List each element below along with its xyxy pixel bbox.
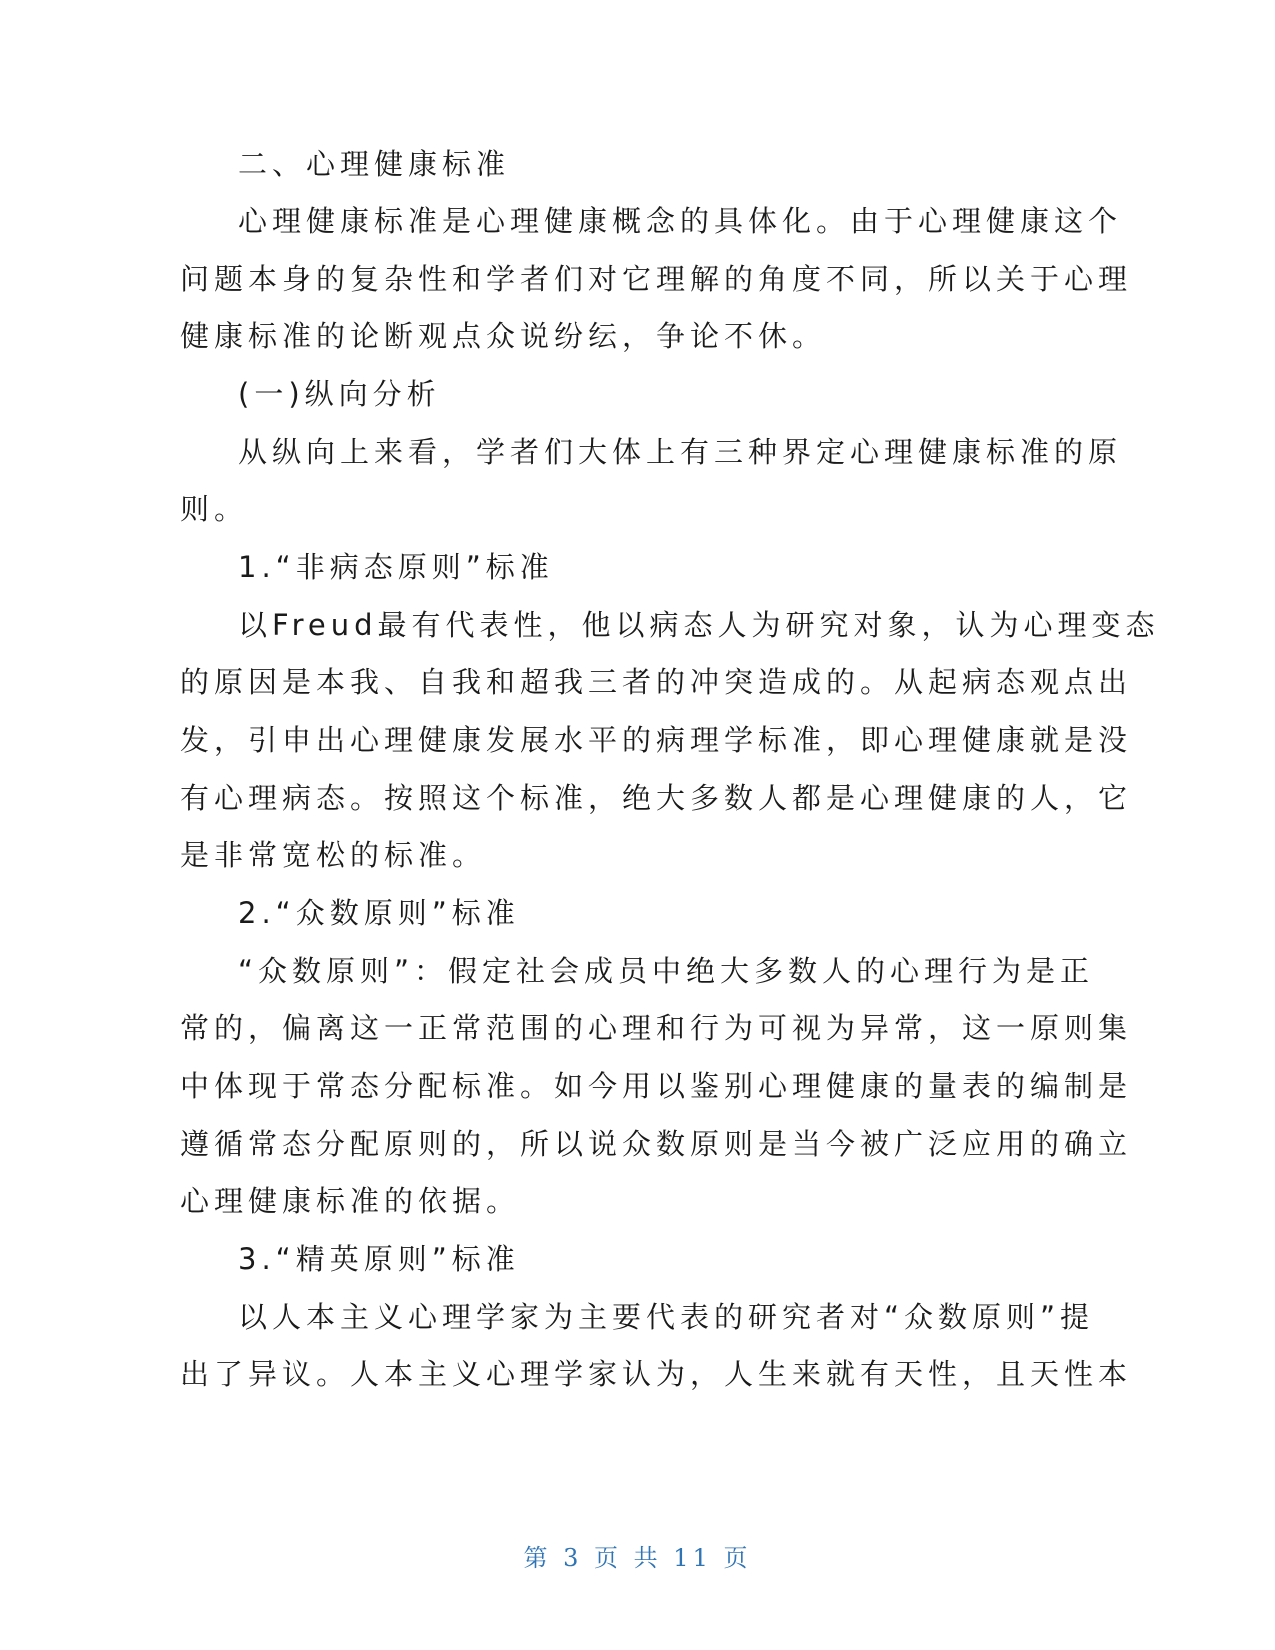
list-heading: 3.“精英原则”标准 [238, 1242, 520, 1276]
paragraph-line: 发，引申出心理健康发展水平的病理学标准，即心理健康就是没 [180, 723, 1133, 757]
paragraph-line: 出了异议。人本主义心理学家认为，人生来就有天性，且天性本 [180, 1357, 1133, 1391]
paragraph-line: 是非常宽松的标准。 [180, 838, 487, 872]
paragraph-line: 的原因是本我、自我和超我三者的冲突造成的。从起病态观点出 [180, 665, 1133, 699]
paragraph-line: 中体现于常态分配标准。如今用以鉴别心理健康的量表的编制是 [180, 1069, 1133, 1103]
paragraph-line: 以Freud最有代表性，他以病态人为研究对象，认为心理变态 [238, 608, 1160, 642]
paragraph-line: 则。 [180, 492, 249, 526]
list-heading: 2.“众数原则”标准 [238, 896, 520, 930]
section-heading: 二、心理健康标准 [238, 147, 511, 181]
paragraph-line: 从纵向上来看，学者们大体上有三种界定心理健康标准的原 [238, 435, 1123, 469]
page-number-footer: 第 3 页 共 11 页 [523, 1544, 752, 1572]
paragraph-line: 心理健康标准的依据。 [180, 1184, 521, 1218]
paragraph-line: 问题本身的复杂性和学者们对它理解的角度不同，所以关于心理 [180, 262, 1133, 296]
paragraph-line: 遵循常态分配原则的，所以说众数原则是当今被广泛应用的确立 [180, 1127, 1133, 1161]
paragraph-line: 以人本主义心理学家为主要代表的研究者对“众数原则”提 [238, 1300, 1095, 1334]
paragraph-line: “众数原则”：假定社会成员中绝大多数人的心理行为是正 [238, 954, 1095, 988]
list-heading: 1.“非病态原则”标准 [238, 550, 554, 584]
subsection-heading: (一)纵向分析 [238, 377, 441, 411]
paragraph-line: 心理健康标准是心理健康概念的具体化。由于心理健康这个 [238, 204, 1123, 238]
paragraph-line: 有心理病态。按照这个标准，绝大多数人都是心理健康的人，它 [180, 781, 1133, 815]
paragraph-line: 健康标准的论断观点众说纷纭，争论不休。 [180, 319, 827, 353]
paragraph-line: 常的，偏离这一正常范围的心理和行为可视为异常，这一原则集 [180, 1011, 1133, 1045]
